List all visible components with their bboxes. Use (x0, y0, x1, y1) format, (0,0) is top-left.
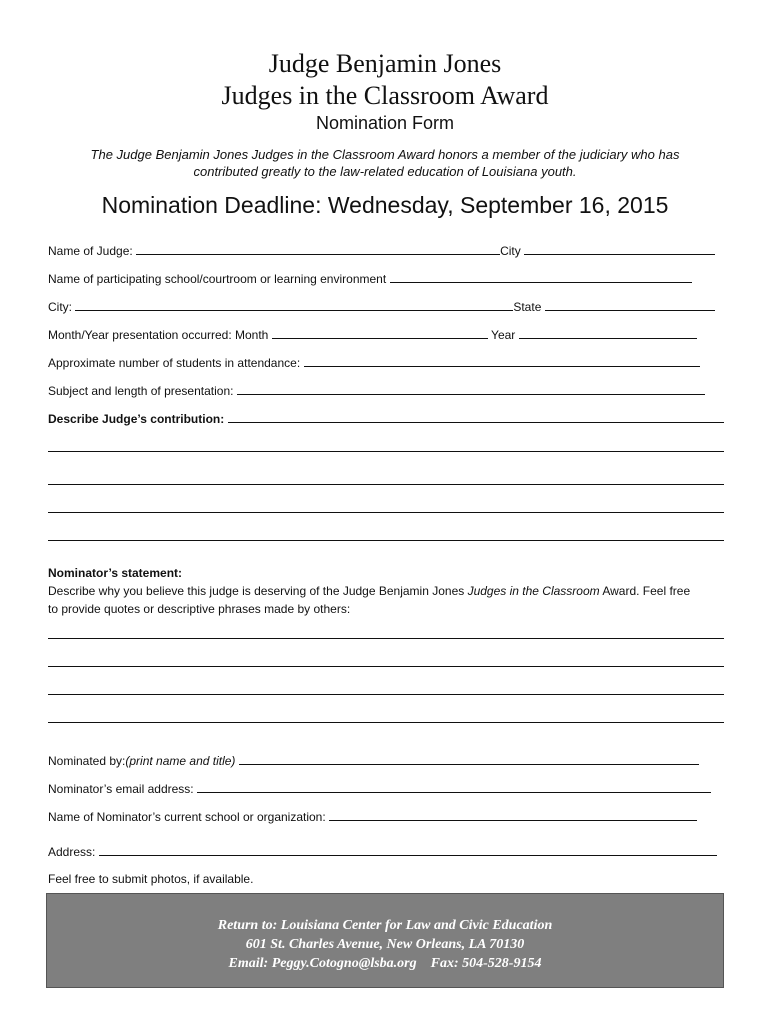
address-row (48, 844, 717, 860)
statement-text-line2: to provide quotes or descriptive phrases made by others: (48, 602, 351, 616)
return-line-2: 601 St. Charles Avenue, New Orleans, LA 70130 (245, 937, 525, 952)
subject-row (48, 383, 705, 399)
photos-note: Feel free to submit photos, if available. (48, 872, 254, 886)
title-line-1: Judge Benjamin Jones (268, 49, 502, 78)
address-label: Address: (48, 845, 96, 859)
describe-row (48, 411, 724, 427)
judge-name-row (48, 243, 715, 259)
organization-label: Name of Nominator’s current school or organization: (48, 810, 326, 824)
judge-name-field[interactable] (136, 243, 500, 255)
judge-city-field[interactable] (524, 243, 715, 255)
nominator-statement-text (48, 582, 724, 600)
month-field[interactable] (272, 327, 488, 339)
subject-label: Subject and length of presentation: (48, 384, 234, 398)
intro-text (50, 146, 720, 180)
school-label: Name of participating school/courtroom or learning environment (48, 272, 387, 286)
return-line-1: Return to: Louisiana Center for Law and Civic Education (217, 918, 553, 933)
email-field[interactable] (197, 781, 711, 793)
city-state-row (48, 299, 715, 315)
school-field[interactable] (390, 271, 692, 283)
title-line-2: Judges in the Classroom Award (221, 81, 549, 110)
state-field[interactable] (545, 299, 715, 311)
form-subtitle: Nomination Form (315, 113, 455, 133)
nominator-statement (48, 564, 724, 618)
state-label: State (513, 300, 542, 314)
statement-line-1[interactable] (48, 638, 724, 639)
nominator-statement-heading: Nominator’s statement: (48, 566, 183, 580)
students-row (48, 355, 700, 371)
intro-line-2: contributed greatly to the law-related education of Louisiana youth. (193, 164, 577, 179)
describe-field[interactable] (228, 411, 724, 423)
contribution-line-4[interactable] (48, 540, 724, 541)
students-label: Approximate number of students in attendance: (48, 356, 301, 370)
students-field[interactable] (304, 355, 700, 367)
month-label: Month/Year presentation occurred: Month (48, 328, 269, 342)
return-address-box (46, 893, 724, 988)
deadline-heading: Nomination Deadline: Wednesday, September 16, 2015 (101, 192, 669, 218)
year-label: Year (491, 328, 516, 342)
statement-award-name: Judges in the Classroom (467, 584, 600, 598)
email-label: Nominator’s email address: (48, 782, 194, 796)
address-field[interactable] (99, 844, 717, 856)
organization-row (48, 809, 697, 825)
statement-line-2[interactable] (48, 666, 724, 667)
statement-line-4[interactable] (48, 722, 724, 723)
intro-line-1: The Judge Benjamin Jones Judges in the Classroom Award honors a member of the judiciary who has (90, 147, 680, 162)
return-line-3: Email: Peggy.Cotogno@lsba.org Fax: 504-528-9154 (228, 956, 542, 971)
contribution-line-2[interactable] (48, 484, 724, 485)
city-field[interactable] (75, 299, 513, 311)
contribution-line-1[interactable] (48, 451, 724, 452)
nominated-by-label: Nominated by: (48, 754, 126, 768)
judge-city-label: City (500, 244, 521, 258)
nominated-by-field[interactable] (239, 753, 699, 765)
organization-field[interactable] (329, 809, 697, 821)
nominated-by-hint: (print name and title) (125, 754, 236, 768)
school-row (48, 271, 692, 287)
statement-text-part1: Describe why you believe this judge is deserving of the Judge Benjamin Jones (48, 584, 468, 598)
nominated-by-row (48, 753, 699, 769)
email-row (48, 781, 711, 797)
judge-name-label: Name of Judge: (48, 244, 133, 258)
subject-field[interactable] (237, 383, 705, 395)
contribution-line-3[interactable] (48, 512, 724, 513)
year-field[interactable] (519, 327, 697, 339)
statement-line-3[interactable] (48, 694, 724, 695)
city-label: City: (48, 300, 72, 314)
describe-label: Describe Judge’s contribution: (48, 412, 225, 426)
statement-text-part2: Award. Feel free (599, 584, 691, 598)
month-year-row (48, 327, 697, 343)
